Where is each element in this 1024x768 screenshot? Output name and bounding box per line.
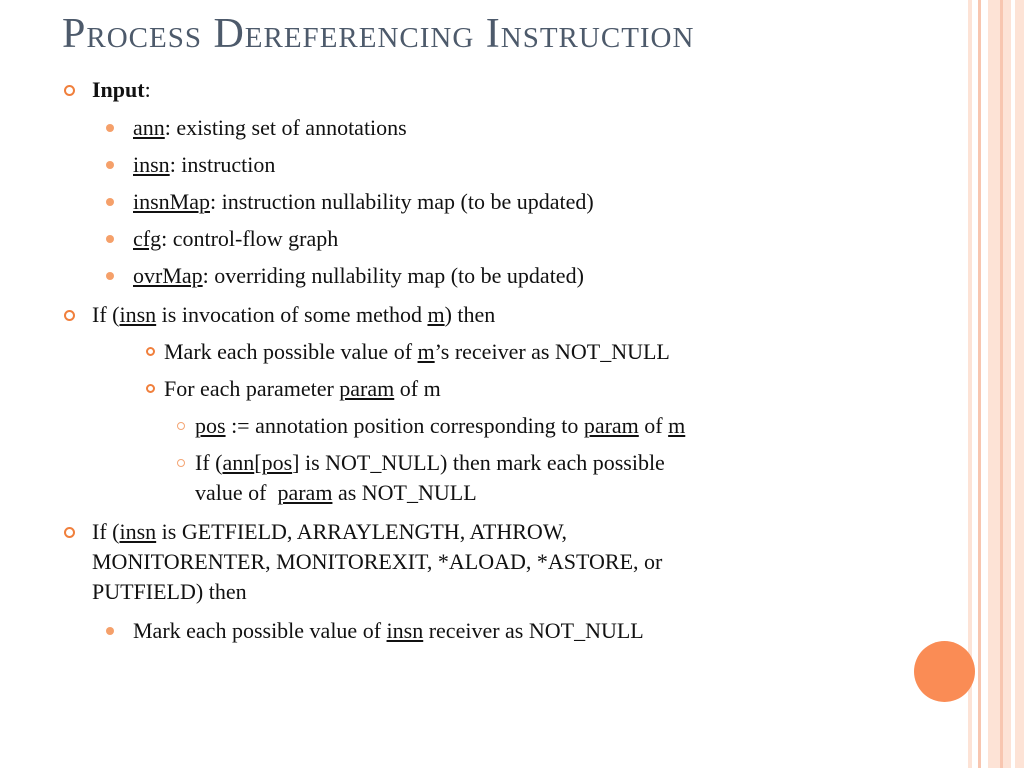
if-getfield-line-3 [92, 577, 247, 607]
input-item-insnmap [133, 187, 594, 217]
text: of m [394, 376, 441, 401]
stripe-4 [981, 0, 988, 768]
term-ovrmap: ovrMap [133, 263, 203, 288]
input-item-ovrmap [133, 261, 584, 291]
text: is invocation of some method [156, 302, 428, 327]
text: If ( [92, 302, 120, 327]
term-pos: pos [195, 413, 226, 438]
text: ] is NOT_NULL) then mark each possible [292, 450, 665, 475]
term-ann: ann [133, 115, 165, 140]
dot-bullet-icon [106, 124, 114, 132]
desc-insn: : instruction [169, 152, 276, 177]
desc-ann: : existing set of annotations [164, 115, 407, 140]
desc-insnmap: : instruction nullability map (to be updated) [210, 189, 594, 214]
desc-ovrmap: : overriding nullability map (to be updated) [202, 263, 584, 288]
ring-bullet-icon [146, 384, 155, 393]
dot-bullet-icon [106, 198, 114, 206]
desc-cfg: : control-flow graph [161, 226, 339, 251]
if-getfield-line [92, 517, 567, 547]
ring-bullet-icon [64, 527, 75, 538]
term-m: m [668, 413, 686, 438]
if-getfield-line-2 [92, 547, 662, 577]
decorative-circle [914, 641, 975, 702]
term-param: param [277, 480, 333, 505]
text: ) then [444, 302, 496, 327]
if-invocation-line [92, 300, 495, 330]
ring-bullet-icon [146, 347, 155, 356]
stripe-7 [1003, 0, 1011, 768]
stripe-5 [988, 0, 1000, 768]
if-ann-line-2 [195, 478, 477, 508]
input-heading [92, 75, 151, 105]
stripe-9 [1015, 0, 1024, 768]
dot-bullet-icon [106, 161, 114, 169]
dot-bullet-icon [106, 272, 114, 280]
input-colon: : [144, 77, 151, 102]
slide-title: Process Dereferencing Instruction [62, 11, 695, 57]
text: Mark each possible value of [133, 618, 387, 643]
text: If ( [92, 519, 120, 544]
foreach-param-line [164, 374, 441, 404]
text: PUTFIELD) then [92, 579, 247, 604]
text: receiver as NOT_NULL [423, 618, 644, 643]
small-ring-bullet-icon [177, 459, 185, 467]
term-insn: insn [119, 519, 157, 544]
input-item-insn [133, 150, 275, 180]
mark-insn-receiver-line [133, 616, 644, 646]
text: [ [254, 450, 262, 475]
term-m: m [417, 339, 435, 364]
dot-bullet-icon [106, 627, 114, 635]
decorative-stripes [968, 0, 1024, 768]
text: For each parameter [164, 376, 340, 401]
text: of [638, 413, 669, 438]
ring-bullet-icon [64, 85, 75, 96]
text: as NOT_NULL [332, 480, 477, 505]
term-param: param [583, 413, 639, 438]
term-pos: pos [261, 450, 293, 475]
text: ’s receiver as NOT_NULL [434, 339, 670, 364]
text: is GETFIELD, ARRAYLENGTH, ATHROW, [156, 519, 568, 544]
text: value of [195, 480, 278, 505]
ring-bullet-icon [64, 310, 75, 321]
term-ann: ann [222, 450, 255, 475]
dot-bullet-icon [106, 235, 114, 243]
text: Mark each possible value of [164, 339, 418, 364]
if-ann-line [195, 448, 665, 478]
small-ring-bullet-icon [177, 422, 185, 430]
term-m: m [427, 302, 445, 327]
mark-receiver-line [164, 337, 670, 367]
text: MONITORENTER, MONITOREXIT, *ALOAD, *ASTORE, or [92, 549, 663, 574]
input-label: Input [92, 77, 145, 102]
term-insn: insn [386, 618, 424, 643]
input-item-ann [133, 113, 407, 143]
pos-assign-line [195, 411, 685, 441]
term-insnmap: insnMap [133, 189, 210, 214]
text: If ( [195, 450, 223, 475]
term-insn: insn [133, 152, 170, 177]
text: := annotation position corresponding to [225, 413, 584, 438]
term-insn: insn [119, 302, 157, 327]
input-item-cfg [133, 224, 338, 254]
term-cfg: cfg [133, 226, 162, 251]
term-param: param [339, 376, 395, 401]
